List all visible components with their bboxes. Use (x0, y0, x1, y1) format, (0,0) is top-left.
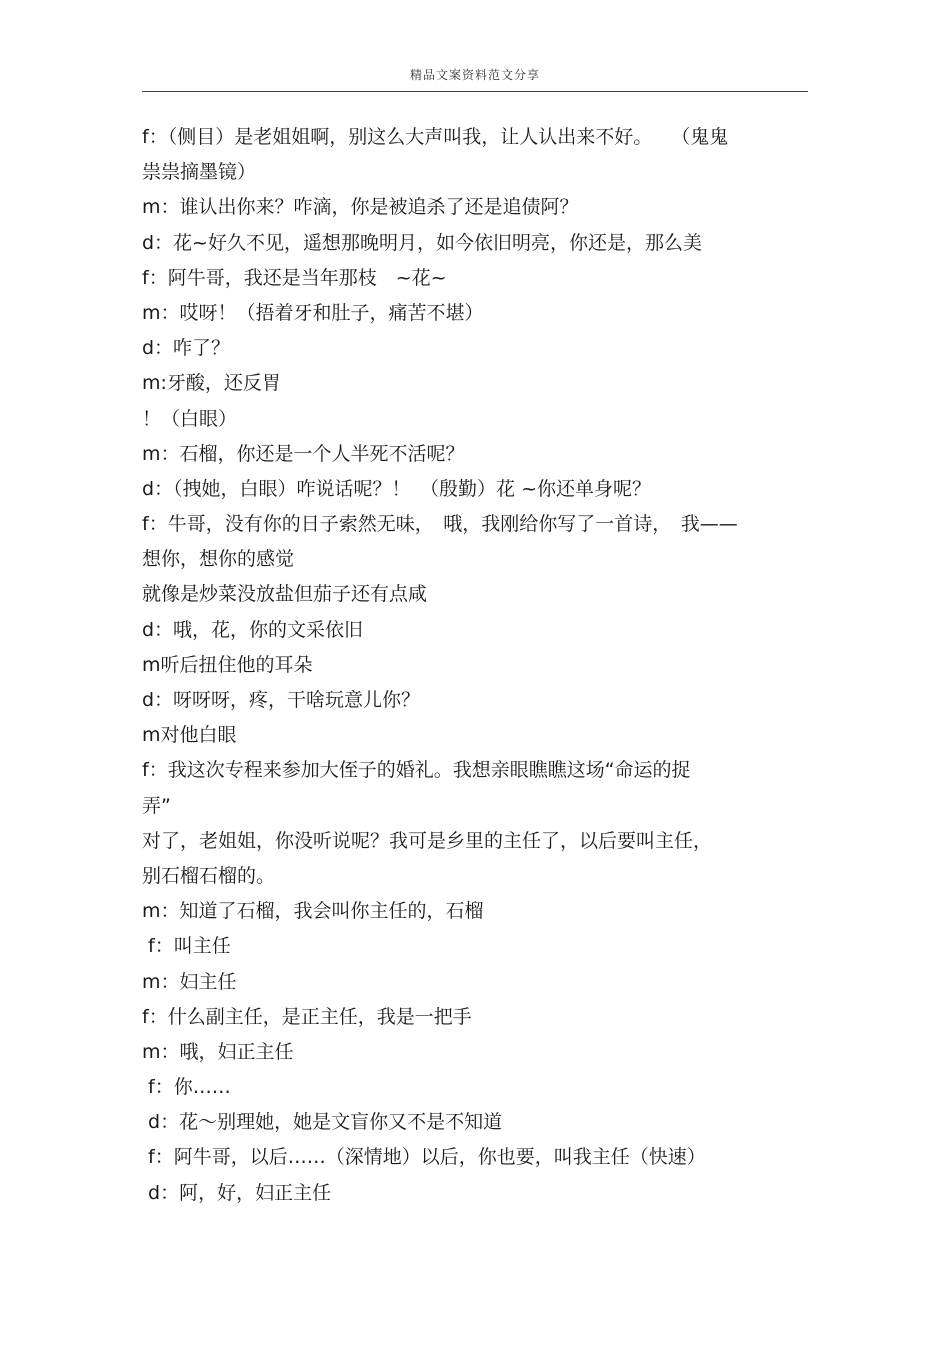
script-line: m对他白眼 (142, 724, 237, 747)
script-line: 弄” (142, 794, 171, 817)
script-body (142, 120, 808, 1211)
script-line: m：知道了石榴，我会叫你主任的，石榴 (142, 900, 484, 923)
script-line: 祟祟摘墨镜） (142, 161, 257, 184)
script-line: f：什么副主任，是正主任，我是一把手 (142, 1005, 472, 1028)
script-line: ！（白眼） (142, 407, 238, 430)
page-header: 精品文案资料范文分享 (409, 68, 540, 82)
script-line: f：（侧目）是老姐姐啊，别这么大声叫我，让人认出来不好。 （鬼鬼 (142, 126, 729, 148)
script-line: m听后扭住他的耳朵 (142, 653, 313, 676)
script-line: m：哎呀！（捂着牙和肚子，痛苦不堪） (142, 301, 484, 324)
script-line: d：呀呀呀，疼，干啥玩意儿你？ (142, 689, 421, 711)
script-line: d：花～别理她，她是文盲你又不是不知道 (142, 1111, 503, 1134)
script-line: f：叫主任 (142, 935, 231, 958)
script-line: m：妇主任 (142, 970, 237, 993)
script-line: d：（拽她，白眼）咋说话呢？！ （殷勤）花 ~你还单身呢？ (142, 477, 652, 500)
script-line: m：谁认出你来？咋滴，你是被追杀了还是追债阿？ (142, 196, 579, 219)
script-line: f：我这次专程来参加大侄子的婚礼。我想亲眼瞧瞧这场“命运的捉 (142, 759, 691, 782)
script-line: d：哦，花，你的文采依旧 (142, 618, 364, 641)
script-line: m:牙酸，还反胃 (142, 372, 281, 395)
script-line: f：牛哥，没有你的日子索然无味， 哦，我刚给你写了一首诗， 我—— (142, 513, 738, 536)
header-divider (142, 91, 808, 92)
script-line: d：咋了？ (142, 337, 231, 360)
script-line: d：花~好久不见，遥想那晚明月，如今依旧明亮，你还是，那么美 (142, 231, 702, 254)
script-line: 别石榴石榴的。 (142, 864, 276, 887)
script-line: 就像是炒菜没放盐但茄子还有点咸 (142, 583, 428, 606)
script-line: f：阿牛哥，我还是当年那枝 ~花~ (142, 266, 447, 289)
script-line: 对了，老姐姐，你没听说呢？我可是乡里的主任了，以后要叫主任， (142, 829, 713, 852)
script-line: 想你，想你的感觉 (142, 548, 295, 571)
script-line: f：你…… (142, 1076, 231, 1099)
script-line: m：哦，妇正主任 (142, 1040, 294, 1063)
script-line: f：阿牛哥，以后……（深情地）以后，你也要，叫我主任（快速） (142, 1146, 706, 1169)
script-line: d：阿，好，妇正主任 (142, 1181, 332, 1204)
script-line: m：石榴，你还是一个人半死不活呢？ (142, 442, 465, 465)
